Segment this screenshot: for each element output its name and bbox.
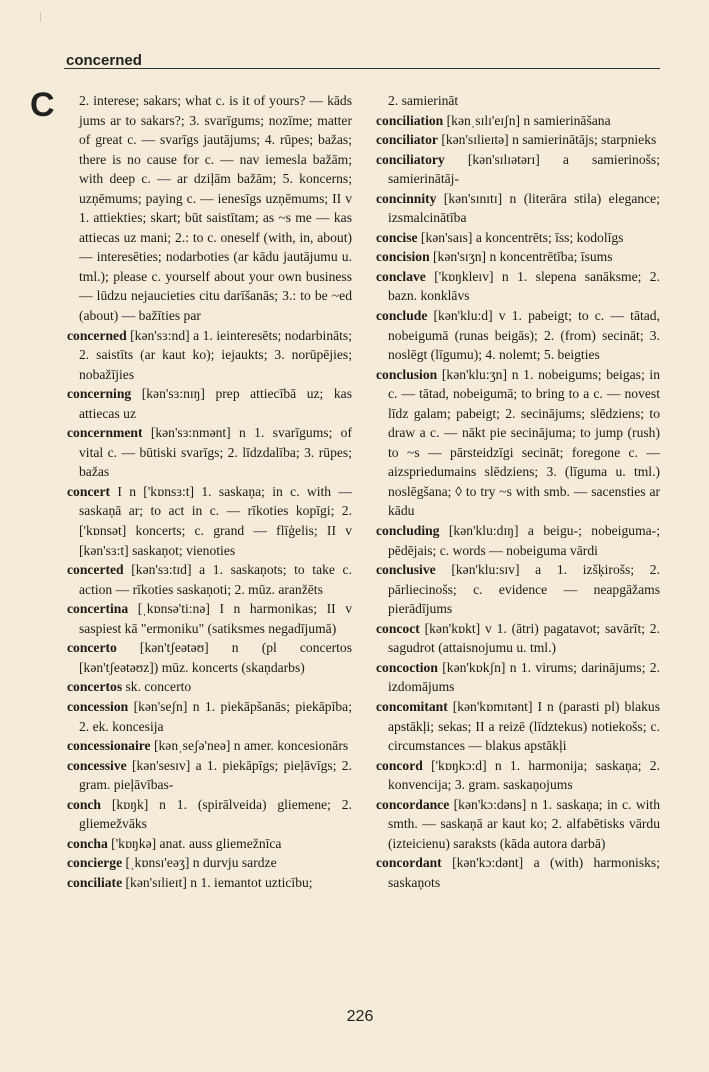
entry-definition: [kən'kɒkʃn] n 1. virums; darinājums; 2. izdomājums bbox=[388, 659, 660, 695]
dictionary-entry bbox=[376, 247, 660, 267]
entry-headword: concordant bbox=[376, 855, 442, 871]
entry-headword: concomitant bbox=[376, 698, 448, 714]
entry-definition: [kən'kɔ:dənt] a (with) harmonisks; saskaņots bbox=[388, 855, 660, 890]
dictionary-entry bbox=[67, 873, 352, 893]
entry-headword: concoction bbox=[376, 659, 438, 675]
entry-headword: concertina bbox=[67, 601, 129, 617]
entry-headword: concession bbox=[67, 698, 129, 714]
dictionary-entry bbox=[376, 853, 660, 892]
dictionary-entry bbox=[376, 521, 660, 560]
entry-headword: conclude bbox=[376, 308, 428, 324]
entry-definition: [kən'sɜ:nd] a 1. ieinteresēts; nodarbināts; 2. saistīts (ar kaut ko); iejaukts; 3. norūpējies; nobažījies bbox=[79, 327, 352, 382]
right-column bbox=[376, 91, 660, 892]
entry-headword: concinnity bbox=[376, 190, 437, 206]
entry-headword: concision bbox=[376, 249, 430, 265]
entry-definition: [kən'sɜ:tɪd] a 1. saskaņots; to take c. action — rīkoties saskaņoti; 2. mūz. aranžēts bbox=[79, 562, 352, 597]
dictionary-entry bbox=[67, 834, 352, 854]
entry-headword: conch bbox=[67, 796, 101, 812]
entry-definition: I n ['kɒnsɜ:t] 1. saskaņa; in c. with — saskaņā ar; to act in c. — rīkoties kopīgi; 2. ['kɒnsət] koncerts; c. grand — flīģelis; II v [kən'sɜ:t] saskaņot; vienoties bbox=[79, 483, 352, 558]
dictionary-entry bbox=[67, 756, 352, 795]
entry-headword: concert bbox=[67, 483, 111, 499]
entry-definition: [kən'seʃn] n 1. piekāpšanās; piekāpība; 2. ek. koncesija bbox=[79, 698, 352, 734]
dictionary-entry bbox=[376, 697, 660, 756]
dictionary-entry bbox=[67, 795, 352, 834]
entry-headword: concerto bbox=[67, 640, 117, 656]
dictionary-entry bbox=[67, 91, 352, 326]
entry-headword: concessive bbox=[67, 757, 127, 773]
dictionary-entry bbox=[376, 365, 660, 521]
dictionary-entry bbox=[376, 150, 660, 189]
entry-definition: sk. concerto bbox=[122, 679, 192, 695]
dictionary-entry bbox=[67, 326, 352, 385]
dictionary-entry bbox=[376, 795, 660, 854]
dictionary-entry bbox=[376, 130, 660, 150]
dictionary-entry bbox=[67, 853, 352, 873]
entry-headword: conciliator bbox=[376, 132, 438, 148]
dictionary-entry bbox=[376, 91, 660, 111]
entry-headword: conclave bbox=[376, 268, 426, 284]
header-rule bbox=[64, 68, 660, 69]
dictionary-entry bbox=[376, 619, 660, 658]
entry-definition: [ˌkɒnsə'ti:nə] I n harmonikas; II v saspiest kā "ermoniku" (satiksmes negadījumā) bbox=[79, 601, 352, 636]
entry-definition: [kən'sɪʒn] n koncentrētība; īsums bbox=[429, 249, 613, 265]
entry-definition: [kən'klu:ʒn] n 1. nobeigums; beigas; in c. — tātad, nobeigumā; to bring to a c. — novest līdz galam; pabeigt; 2. secinājums; slēdziens; to draw a c. — nākt pie secinājuma; to jump (rush) to ~s — pārsteidzīgi secināt; foregone c. — aizspriedumains slēdziens; 3. (līguma u. tml.) noslēgšana; ◊ to try ~s with smb. — sacensties ar kādu bbox=[388, 366, 660, 519]
dictionary-entry bbox=[376, 189, 660, 228]
entry-headword: concluding bbox=[376, 523, 440, 539]
entry-headword: concoct bbox=[376, 620, 420, 636]
entry-definition: [kən'sɪlɪətərɪ] a samierinošs; samierinātāj- bbox=[388, 151, 660, 187]
entry-headword: concord bbox=[376, 757, 423, 773]
dictionary-entry bbox=[67, 638, 352, 677]
entry-headword: concierge bbox=[67, 855, 123, 871]
entry-definition: [kən'sesɪv] a 1. piekāpīgs; pieļāvīgs; 2. gram. pieļāvības- bbox=[79, 757, 352, 793]
entry-headword: concernment bbox=[67, 425, 143, 441]
dictionary-entry bbox=[67, 482, 352, 560]
entry-headword: concise bbox=[376, 229, 418, 245]
dictionary-entry bbox=[376, 267, 660, 306]
entry-definition: [kən'kɒmɪtənt] I n (parasti pl) blakus apstākļi; sekas; II a reizē (līdztekus) notiekošs; c. circumstances — blakus apstākļi bbox=[388, 698, 660, 754]
dictionary-entry bbox=[67, 736, 352, 756]
entry-headword: concertos bbox=[67, 679, 123, 695]
entry-definition: 2. interese; sakars; what c. is it of yours? — kāds jums ar to sakars?; 3. svarīgums; nozīme; matter of great c. — svarīgs jautājums; 4. rūpes; bažas; there is no cause for c. — nav iemesla bažām; with deep c. — ar dziļām bažām; 5. koncerns; uzņēmums; paying c. — ienesīgs uzņēmums; II v 1. attiekties; skart; būt saistītam; as ~s me — kas attiecas uz mani; 2.: to c. oneself (with, in, about) — interesēties; nodarboties (ar kādu jautājumu u. tml.); please c. yourself about your own business — lūdzu nejaucieties citu darīšanās; 3.: to be ~ed (about) — bažīties par bbox=[79, 93, 352, 324]
entry-headword: conclusion bbox=[376, 366, 438, 382]
dictionary-entry bbox=[67, 384, 352, 423]
entry-headword: conciliation bbox=[376, 112, 444, 128]
section-letter: C bbox=[30, 86, 55, 124]
entry-headword: conciliatory bbox=[376, 151, 445, 167]
dictionary-entry bbox=[67, 560, 352, 599]
entry-headword: concordance bbox=[376, 796, 450, 812]
dictionary-entry bbox=[67, 423, 352, 482]
entry-headword: concerned bbox=[67, 327, 127, 343]
entry-definition: [kən'sɜ:nɪŋ] prep attiecībā uz; kas attiecas uz bbox=[79, 386, 352, 421]
entry-headword: concha bbox=[67, 835, 108, 851]
entry-headword: concerted bbox=[67, 562, 124, 578]
entry-definition: [kən'kɒkt] v 1. (ātri) pagatavot; savārīt; 2. sagudrot (attaisnojumu u. tml.) bbox=[388, 620, 660, 656]
entry-definition: [kən'tʃeətəʊ] n (pl concertos [kən'tʃeətəʊz]) mūz. koncerts (skaņdarbs) bbox=[79, 640, 352, 675]
entry-definition: [kən'sɪnɪtɪ] n (literāra stila) elegance; izsmalcinātība bbox=[388, 190, 660, 226]
entry-headword: concessionaire bbox=[67, 738, 151, 754]
entry-definition: [kən'klu:d] v 1. pabeigt; to c. — tātad, nobeigumā (runas beigās); 2. (from) secināt; 3. noslēgt (līgumu); 4. nolemt; 5. beigties bbox=[388, 308, 660, 363]
entry-definition: [kənˌseʃə'neə] n amer. koncesionārs bbox=[150, 738, 349, 754]
page-number: 226 bbox=[346, 1008, 374, 1025]
dictionary-entry bbox=[67, 599, 352, 638]
left-column bbox=[67, 91, 352, 892]
entry-definition: [kən'kɔ:dəns] n 1. saskaņa; in c. with smth. — saskaņā ar kaut ko; 2. alfabētisks vārdu (izteicienu) saraksts (kāda autora darbā) bbox=[388, 796, 660, 851]
dictionary-entry bbox=[67, 677, 352, 697]
entry-definition: [kən'sɜ:nmənt] n 1. svarīgums; of vital c. — būtiski svarīgs; 2. līdzdalība; 3. rūpes; bažas bbox=[79, 425, 352, 480]
entry-headword: conclusive bbox=[376, 562, 436, 578]
dictionary-entry bbox=[376, 756, 660, 795]
entry-definition: [kən'saɪs] a koncentrēts; īss; kodolīgs bbox=[417, 229, 624, 245]
entry-definition: [kən'sɪlieɪt] n 1. iemantot uzticību; bbox=[122, 874, 313, 890]
entry-definition: [kənˌsɪlɪ'eɪʃn] n samierināšana bbox=[443, 112, 611, 128]
scan-mark bbox=[40, 12, 41, 22]
entry-definition: [kɒŋk] n 1. (spirālveida) gliemene; 2. gliemežvāks bbox=[79, 796, 352, 832]
entry-definition: [kən'klu:dɪŋ] a beigu-; nobeiguma-; pēdējais; c. words — nobeiguma vārdi bbox=[388, 523, 660, 558]
dictionary-entry bbox=[67, 697, 352, 736]
dictionary-entry bbox=[376, 111, 660, 131]
entry-definition: [kən'sɪlieɪtə] n samierinātājs; starpnieks bbox=[437, 132, 657, 148]
entry-definition: ['kɒŋkleɪv] n 1. slepena sanāksme; 2. bazn. konklāvs bbox=[388, 268, 660, 304]
entry-definition: ['kɒŋkɔ:d] n 1. harmonija; saskaņa; 2. konvencija; 3. gram. saskaņojums bbox=[388, 757, 660, 793]
entry-headword: concerning bbox=[67, 386, 132, 402]
dictionary-entry bbox=[376, 228, 660, 248]
dictionary-entry bbox=[376, 306, 660, 365]
entry-definition: [kən'klu:sɪv] a 1. izšķirošs; 2. pārliecinošs; c. evidence — neapgāžams pierādījums bbox=[388, 562, 660, 617]
entry-definition: 2. samierināt bbox=[388, 93, 459, 108]
entry-definition: ['kɒŋkə] anat. auss gliemežnīca bbox=[107, 835, 282, 851]
running-head: concerned bbox=[66, 52, 142, 69]
entry-definition: [ˌkɒnsɪ'eəʒ] n durvju sardze bbox=[122, 855, 277, 871]
dictionary-entry bbox=[376, 560, 660, 619]
entry-headword: conciliate bbox=[67, 874, 123, 890]
dictionary-entry bbox=[376, 658, 660, 697]
